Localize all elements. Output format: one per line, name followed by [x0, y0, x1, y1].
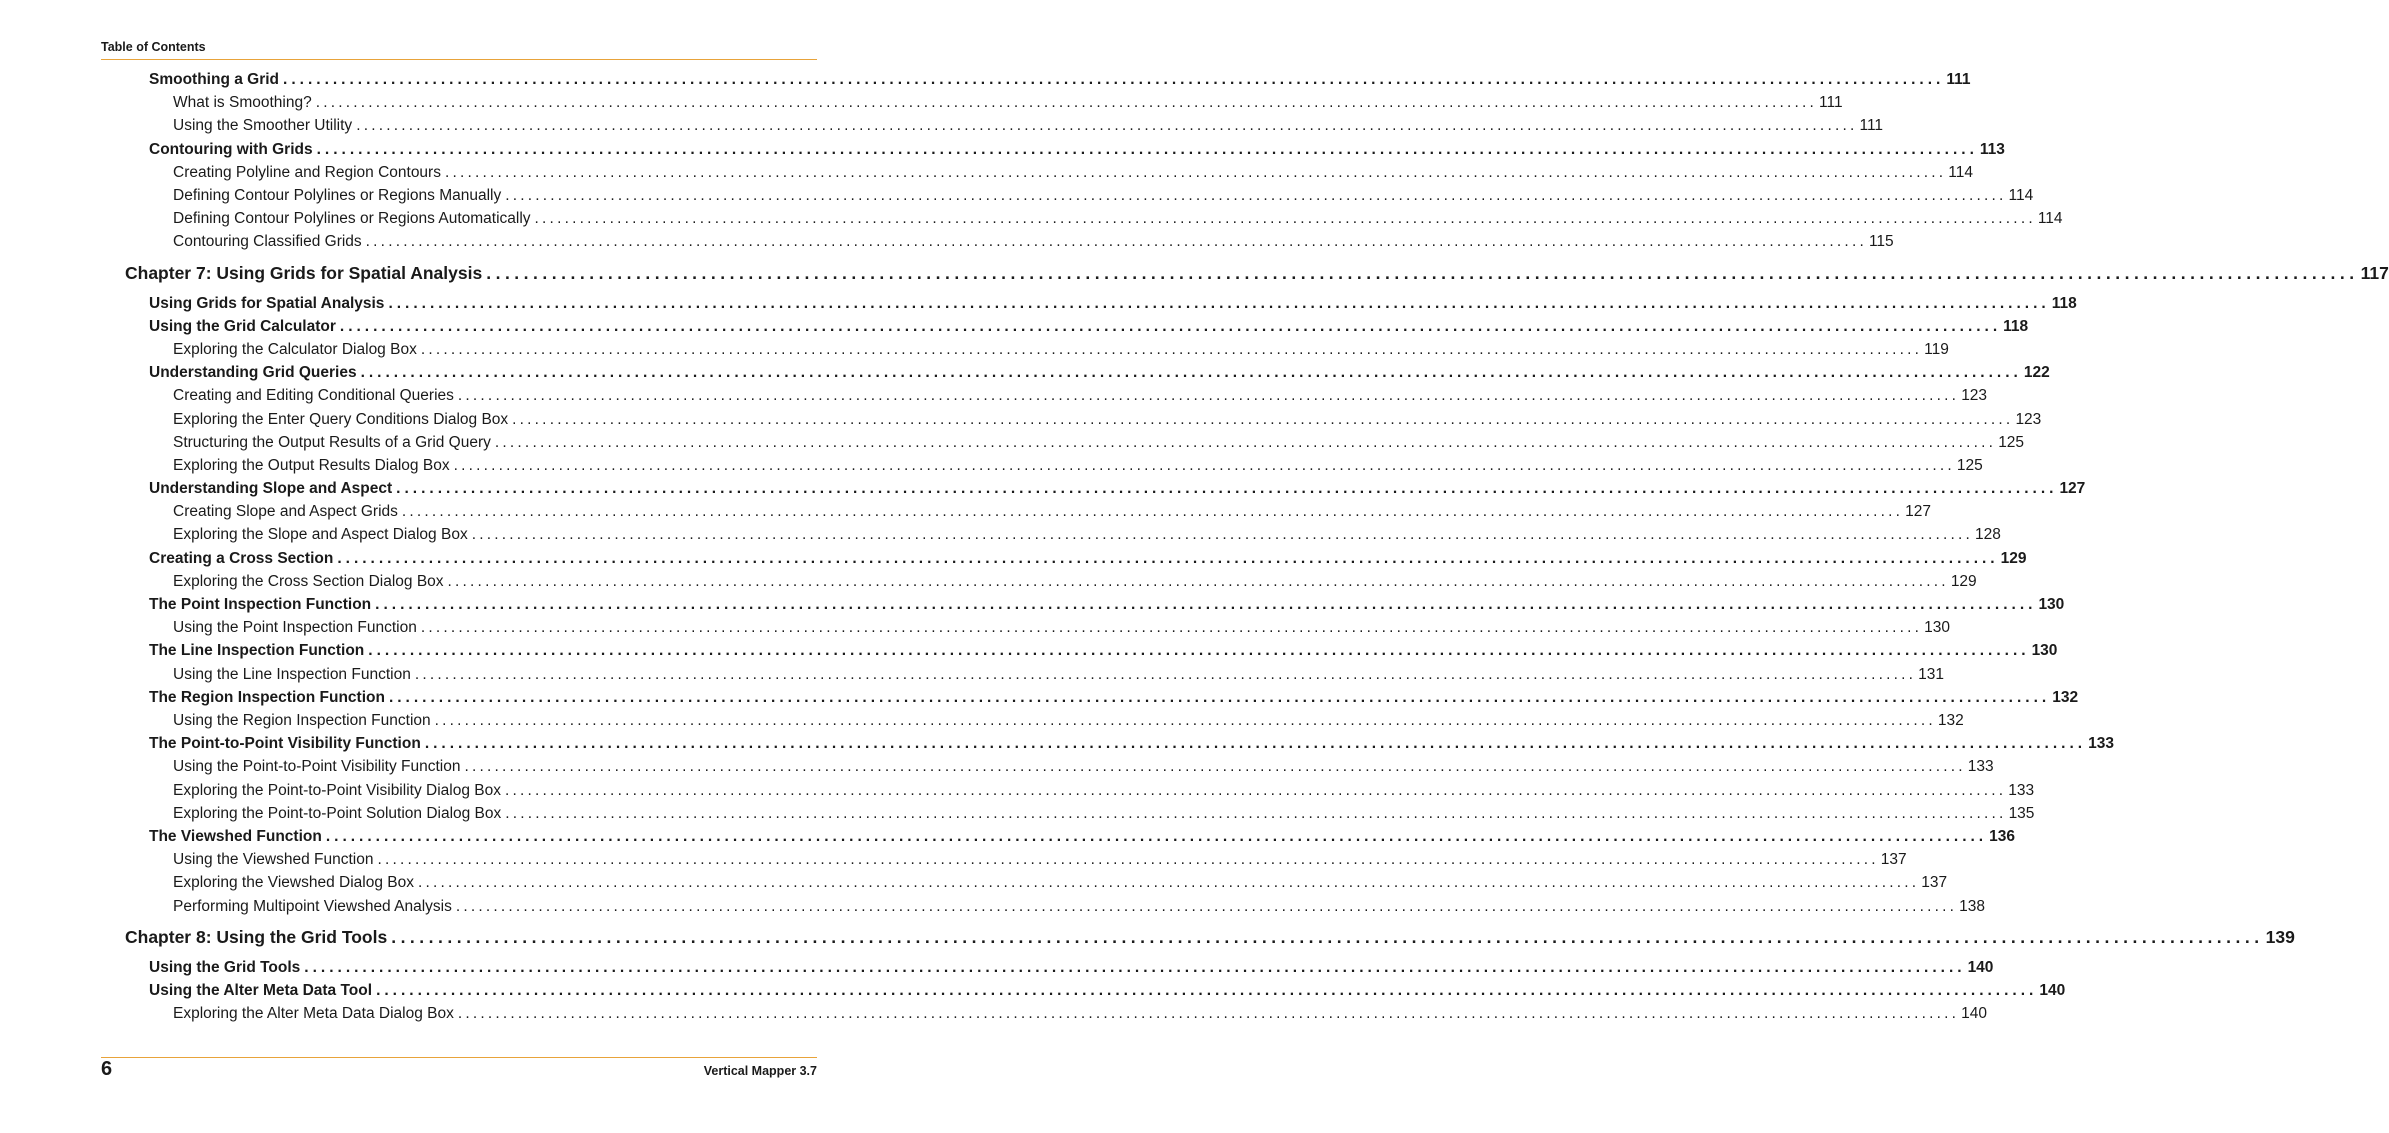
toc-leader-dots: ........................................................................................................................................................................................................: [512, 411, 2014, 428]
toc-leader-dots: ........................................................................................................................................................................................................: [486, 263, 2359, 283]
toc-entry-page: 139: [2265, 927, 2295, 947]
toc-leader-dots: ........................................................................................................................................................................................................: [365, 233, 1867, 250]
toc-subsection-entry[interactable]: [173, 434, 2025, 452]
toc-entry-title: Using the Grid Calculator: [149, 318, 336, 335]
toc-subsection-entry[interactable]: [173, 117, 1884, 135]
toc-entry-title: Using the Line Inspection Function: [173, 666, 411, 683]
toc-leader-dots: ........................................................................................................................................................................................................: [401, 503, 1904, 520]
toc-section-entry[interactable]: [149, 642, 2058, 660]
toc-leader-dots: ........................................................................................................................................................................................................: [396, 480, 2058, 497]
header-rule: [101, 59, 817, 60]
toc-entry-title: Creating Slope and Aspect Grids: [173, 503, 398, 520]
toc-entry-title: Exploring the Viewshed Dialog Box: [173, 874, 414, 891]
toc-leader-dots: ........................................................................................................................................................................................................: [360, 364, 2022, 381]
toc-entry-title: Using Grids for Spatial Analysis: [149, 295, 385, 312]
toc-entry-page: 136: [1989, 828, 2015, 845]
toc-leader-dots: ........................................................................................................................................................................................................: [505, 805, 2007, 822]
toc-subsection-entry[interactable]: [173, 411, 2042, 429]
toc-entry-page: 127: [2059, 480, 2086, 497]
toc-chapter-entry[interactable]: [125, 263, 2389, 284]
toc-entry-page: 113: [1979, 141, 2005, 158]
toc-entry-title: Smoothing a Grid: [149, 71, 280, 88]
toc-section-entry[interactable]: [149, 982, 2066, 1000]
toc-entry-title: Using the Viewshed Function: [173, 851, 374, 868]
toc-leader-dots: ........................................................................................................................................................................................................: [377, 851, 1879, 868]
toc-leader-dots: ........................................................................................................................................................................................................: [534, 210, 2036, 227]
toc-entry-title: Chapter 7: Using Grids for Spatial Analysis: [125, 263, 483, 283]
toc-leader-dots: ........................................................................................................................................................................................................: [424, 735, 2087, 752]
toc-entry-title: Understanding Grid Queries: [149, 364, 357, 381]
toc-leader-dots: ........................................................................................................................................................................................................: [504, 782, 2007, 799]
toc-leader-dots: ........................................................................................................................................................................................................: [494, 434, 1997, 451]
product-name: Vertical Mapper 3.7: [703, 1064, 817, 1078]
toc-subsection-entry[interactable]: [173, 94, 1843, 112]
toc-subsection-entry[interactable]: [173, 874, 1948, 892]
toc-entry-page: 125: [1956, 457, 1983, 474]
toc-entry-page: 137: [1921, 874, 1948, 891]
toc-leader-dots: ........................................................................................................................................................................................................: [444, 164, 1947, 181]
toc-leader-dots: ........................................................................................................................................................................................................: [453, 457, 1955, 474]
toc-leader-dots: ........................................................................................................................................................................................................: [388, 689, 2051, 706]
page-header-label: Table of Contents: [101, 40, 206, 54]
toc-entry-page: 129: [2000, 550, 2027, 567]
toc-entry-title: Using the Point Inspection Function: [173, 619, 417, 636]
toc-leader-dots: ........................................................................................................................................................................................................: [388, 295, 2050, 312]
toc-entry-page: 133: [2008, 782, 2035, 799]
toc-leader-dots: ........................................................................................................................................................................................................: [325, 828, 1988, 845]
toc-leader-dots: ........................................................................................................................................................................................................: [434, 712, 1936, 729]
toc-entry-page: 129: [1950, 573, 1977, 590]
toc-entry-page: 114: [2008, 187, 2034, 204]
toc-subsection-entry[interactable]: [173, 387, 1988, 405]
toc-entry-title: Exploring the Slope and Aspect Dialog Box: [173, 526, 468, 543]
toc-entry-page: 133: [2088, 735, 2114, 752]
toc-entry-page: 115: [1868, 233, 1894, 250]
toc-section-entry[interactable]: [149, 735, 2114, 753]
toc-entry-title: Structuring the Output Results of a Grid Query: [173, 434, 491, 451]
toc-entry-page: 137: [1880, 851, 1907, 868]
toc-entry-page: 117: [2360, 263, 2389, 283]
toc-section-entry[interactable]: [149, 295, 2077, 313]
toc-subsection-entry[interactable]: [173, 758, 1994, 776]
toc-entry-title: The Viewshed Function: [149, 828, 322, 845]
toc-subsection-entry[interactable]: [173, 503, 1932, 521]
toc-leader-dots: ........................................................................................................................................................................................................: [417, 874, 1920, 891]
toc-subsection-entry[interactable]: [173, 851, 1907, 869]
toc-section-entry[interactable]: [149, 828, 2015, 846]
toc-entry-page: 138: [1959, 898, 1986, 915]
toc-entry-page: 114: [1948, 164, 1973, 181]
toc-chapter-entry[interactable]: [125, 927, 2295, 948]
toc-entry-page: 122: [2023, 364, 2050, 381]
toc-entry-title: Defining Contour Polylines or Regions Manually: [173, 187, 502, 204]
toc-section-entry[interactable]: [149, 959, 1994, 977]
toc-entry-page: 125: [1998, 434, 2025, 451]
toc-entry-title: Creating a Cross Section: [149, 550, 334, 567]
toc-entry-title: The Line Inspection Function: [149, 642, 365, 659]
toc-subsection-entry[interactable]: [173, 666, 1944, 684]
toc-leader-dots: ........................................................................................................................................................................................................: [471, 526, 1973, 543]
toc-subsection-entry[interactable]: [173, 712, 1964, 730]
toc-subsection-entry[interactable]: [173, 573, 1977, 591]
toc-section-entry[interactable]: [149, 689, 2079, 707]
toc-entry-title: Contouring Classified Grids: [173, 233, 362, 250]
toc-leader-dots: ........................................................................................................................................................................................................: [368, 642, 2030, 659]
toc-entry-page: 133: [1967, 758, 1994, 775]
toc-leader-dots: ........................................................................................................................................................................................................: [356, 117, 1858, 134]
toc-subsection-entry[interactable]: [173, 526, 2001, 544]
toc-entry-title: Creating and Editing Conditional Queries: [173, 387, 454, 404]
toc-leader-dots: ........................................................................................................................................................................................................: [391, 927, 2264, 947]
toc-entry-title: Exploring the Cross Section Dialog Box: [173, 573, 444, 590]
toc-entry-title: The Region Inspection Function: [149, 689, 385, 706]
toc-entry-page: 111: [1859, 117, 1884, 134]
toc-section-entry[interactable]: [149, 141, 2005, 159]
toc-entry-title: Using the Point-to-Point Visibility Function: [173, 758, 461, 775]
toc-entry-page: 111: [1946, 71, 1971, 88]
toc-subsection-entry[interactable]: [173, 619, 1950, 637]
toc-section-entry[interactable]: [149, 364, 2050, 382]
toc-entry-title: The Point Inspection Function: [149, 596, 372, 613]
toc-entry-title: Exploring the Alter Meta Data Dialog Box: [173, 1005, 454, 1022]
toc-entry-page: 132: [1937, 712, 1964, 729]
toc-entry-page: 130: [2031, 642, 2058, 659]
toc-entry-page: 118: [2051, 295, 2077, 312]
toc-entry-page: 130: [2038, 596, 2065, 613]
toc-leader-dots: ........................................................................................................................................................................................................: [457, 387, 1960, 404]
toc-entry-page: 114: [2037, 210, 2063, 227]
toc-section-entry[interactable]: [149, 480, 2086, 498]
toc-entry-page: 140: [1961, 1005, 1988, 1022]
toc-leader-dots: ........................................................................................................................................................................................................: [414, 666, 1917, 683]
toc-subsection-entry[interactable]: [173, 341, 1949, 359]
toc-section-entry[interactable]: [149, 71, 1971, 89]
toc-subsection-entry[interactable]: [173, 782, 2035, 800]
toc-entry-title: Using the Region Inspection Function: [173, 712, 431, 729]
toc-leader-dots: ........................................................................................................................................................................................................: [283, 71, 1945, 88]
toc-entry-title: Using the Alter Meta Data Tool: [149, 982, 373, 999]
toc-entry-page: 119: [1924, 341, 1949, 358]
toc-entry-page: 123: [2015, 411, 2042, 428]
toc-leader-dots: ........................................................................................................................................................................................................: [376, 982, 2038, 999]
toc-subsection-entry[interactable]: [173, 1005, 1988, 1023]
toc-subsection-entry[interactable]: [173, 164, 1973, 182]
toc-entry-page: 132: [2052, 689, 2079, 706]
page-number: 6: [101, 1058, 113, 1080]
toc-entry-page: 130: [1924, 619, 1950, 636]
toc-entry-title: Exploring the Calculator Dialog Box: [173, 341, 417, 358]
toc-entry-title: Understanding Slope and Aspect: [149, 480, 393, 497]
toc-subsection-entry[interactable]: [173, 805, 2035, 823]
toc-subsection-entry[interactable]: [173, 898, 1986, 916]
toc-entry-title: Contouring with Grids: [149, 141, 313, 158]
toc-leader-dots: ........................................................................................................................................................................................................: [464, 758, 1966, 775]
toc-entry-title: Defining Contour Polylines or Regions Automatically: [173, 210, 531, 227]
toc-leader-dots: ........................................................................................................................................................................................................: [420, 619, 1923, 636]
toc-subsection-entry[interactable]: [173, 457, 1983, 475]
toc-subsection-entry[interactable]: [173, 210, 2063, 228]
toc-entry-page: 123: [1961, 387, 1988, 404]
toc-entry-title: Using the Smoother Utility: [173, 117, 353, 134]
toc-entry-page: 118: [2003, 318, 2029, 335]
toc-subsection-entry[interactable]: [173, 233, 1894, 251]
toc-leader-dots: ........................................................................................................................................................................................................: [505, 187, 2007, 204]
toc-leader-dots: ........................................................................................................................................................................................................: [315, 94, 1817, 111]
toc-entry-title: Exploring the Point-to-Point Solution Dialog Box: [173, 805, 502, 822]
toc-section-entry[interactable]: [149, 550, 2027, 568]
toc-leader-dots: ........................................................................................................................................................................................................: [339, 318, 2002, 335]
toc-entry-title: Creating Polyline and Region Contours: [173, 164, 441, 181]
toc-subsection-entry[interactable]: [173, 187, 2034, 205]
toc-leader-dots: ........................................................................................................................................................................................................: [447, 573, 1949, 590]
toc-leader-dots: ........................................................................................................................................................................................................: [457, 1005, 1960, 1022]
toc-entry-page: 128: [1974, 526, 2001, 543]
toc-leader-dots: ........................................................................................................................................................................................................: [337, 550, 1999, 567]
toc-entry-title: The Point-to-Point Visibility Function: [149, 735, 421, 752]
toc-entry-page: 127: [1905, 503, 1932, 520]
toc-entry-title: Exploring the Point-to-Point Visibility Dialog Box: [173, 782, 501, 799]
toc-entry-title: Exploring the Output Results Dialog Box: [173, 457, 450, 474]
toc-section-entry[interactable]: [149, 318, 2029, 336]
toc-leader-dots: ........................................................................................................................................................................................................: [420, 341, 1923, 358]
toc-leader-dots: ........................................................................................................................................................................................................: [455, 898, 1958, 915]
toc-section-entry[interactable]: [149, 596, 2065, 614]
toc-entry-title: Performing Multipoint Viewshed Analysis: [173, 898, 452, 915]
toc-entry-title: Exploring the Enter Query Conditions Dialog Box: [173, 411, 509, 428]
toc-entry-page: 111: [1819, 94, 1843, 111]
toc-entry-page: 131: [1918, 666, 1944, 683]
toc-entry-page: 140: [2039, 982, 2066, 999]
toc-entry-page: 140: [1967, 959, 1994, 976]
toc-entry-page: 135: [2008, 805, 2035, 822]
toc-entry-title: Chapter 8: Using the Grid Tools: [125, 927, 388, 947]
toc-entry-title: Using the Grid Tools: [149, 959, 301, 976]
footer-rule: [101, 1057, 817, 1058]
toc-leader-dots: ........................................................................................................................................................................................................: [304, 959, 1966, 976]
toc-leader-dots: ........................................................................................................................................................................................................: [316, 141, 1978, 158]
toc-entry-title: What is Smoothing?: [173, 94, 312, 111]
toc-leader-dots: ........................................................................................................................................................................................................: [375, 596, 2037, 613]
